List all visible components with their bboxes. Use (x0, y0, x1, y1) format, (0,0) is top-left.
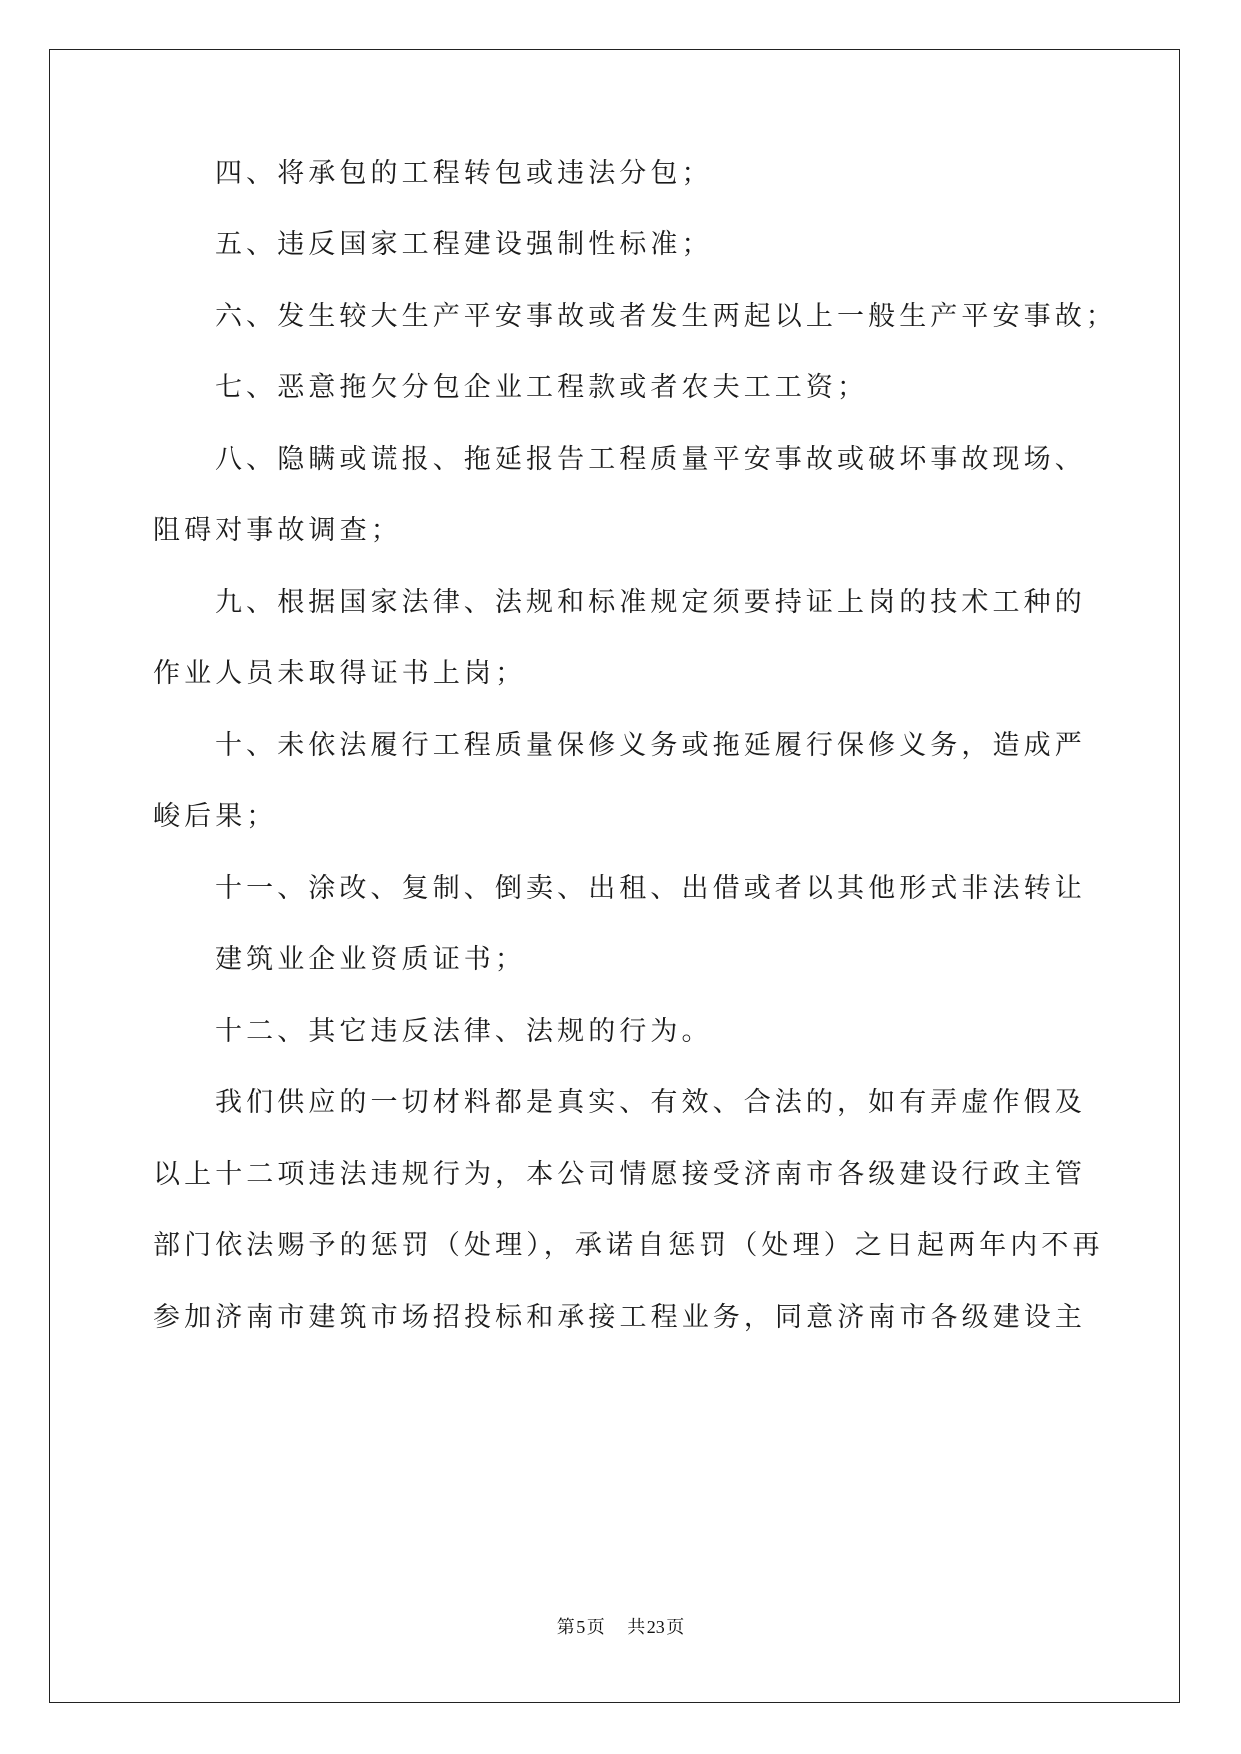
paragraph-line: 八、隐瞒或谎报、拖延报告工程质量平安事故或破坏事故现场、 (215, 444, 1086, 475)
paragraph-line: 五、违反国家工程建设强制性标准； (215, 229, 713, 260)
paragraph-line: 以上十二项违法违规行为，本公司情愿接受济南市各级建设行政主管 (153, 1159, 1086, 1190)
paragraph-line: 九、根据国家法律、法规和标准规定须要持证上岗的技术工种的 (215, 587, 1086, 618)
paragraph-line: 我们供应的一切材料都是真实、有效、合法的，如有弄虚作假及 (215, 1087, 1086, 1118)
paragraph-line: 部门依法赐予的惩罚（处理），承诺自惩罚（处理）之日起两年内不再 (153, 1230, 1104, 1261)
paragraph-line: 参加济南市建筑市场招投标和承接工程业务，同意济南市各级建设主 (153, 1302, 1086, 1333)
paragraph-line: 七、恶意拖欠分包企业工程款或者农夫工工资； (215, 372, 869, 403)
paragraph-line: 十、未依法履行工程质量保修义务或拖延履行保修义务，造成严 (215, 730, 1086, 761)
paragraph-line: 十一、涂改、复制、倒卖、出租、出借或者以其他形式非法转让 (215, 873, 1086, 904)
paragraph-line: 建筑业企业资质证书； (215, 944, 526, 975)
page-number: 第 5 页 (556, 1617, 605, 1637)
paragraph-line: 作业人员未取得证书上岗； (153, 658, 527, 689)
paragraph-line: 四、将承包的工程转包或违法分包； (215, 158, 713, 189)
paragraph-line: 阻碍对事故调查； (153, 515, 402, 546)
paragraph-line: 十二、其它违反法律、法规的行为。 (215, 1016, 713, 1047)
page-footer (0, 1613, 1241, 1639)
paragraph-line: 峻后果； (153, 801, 278, 832)
total-pages: 共 23 页 (627, 1617, 685, 1637)
paragraph-line: 六、发生较大生产平安事故或者发生两起以上一般生产平安事故； (215, 301, 1117, 332)
